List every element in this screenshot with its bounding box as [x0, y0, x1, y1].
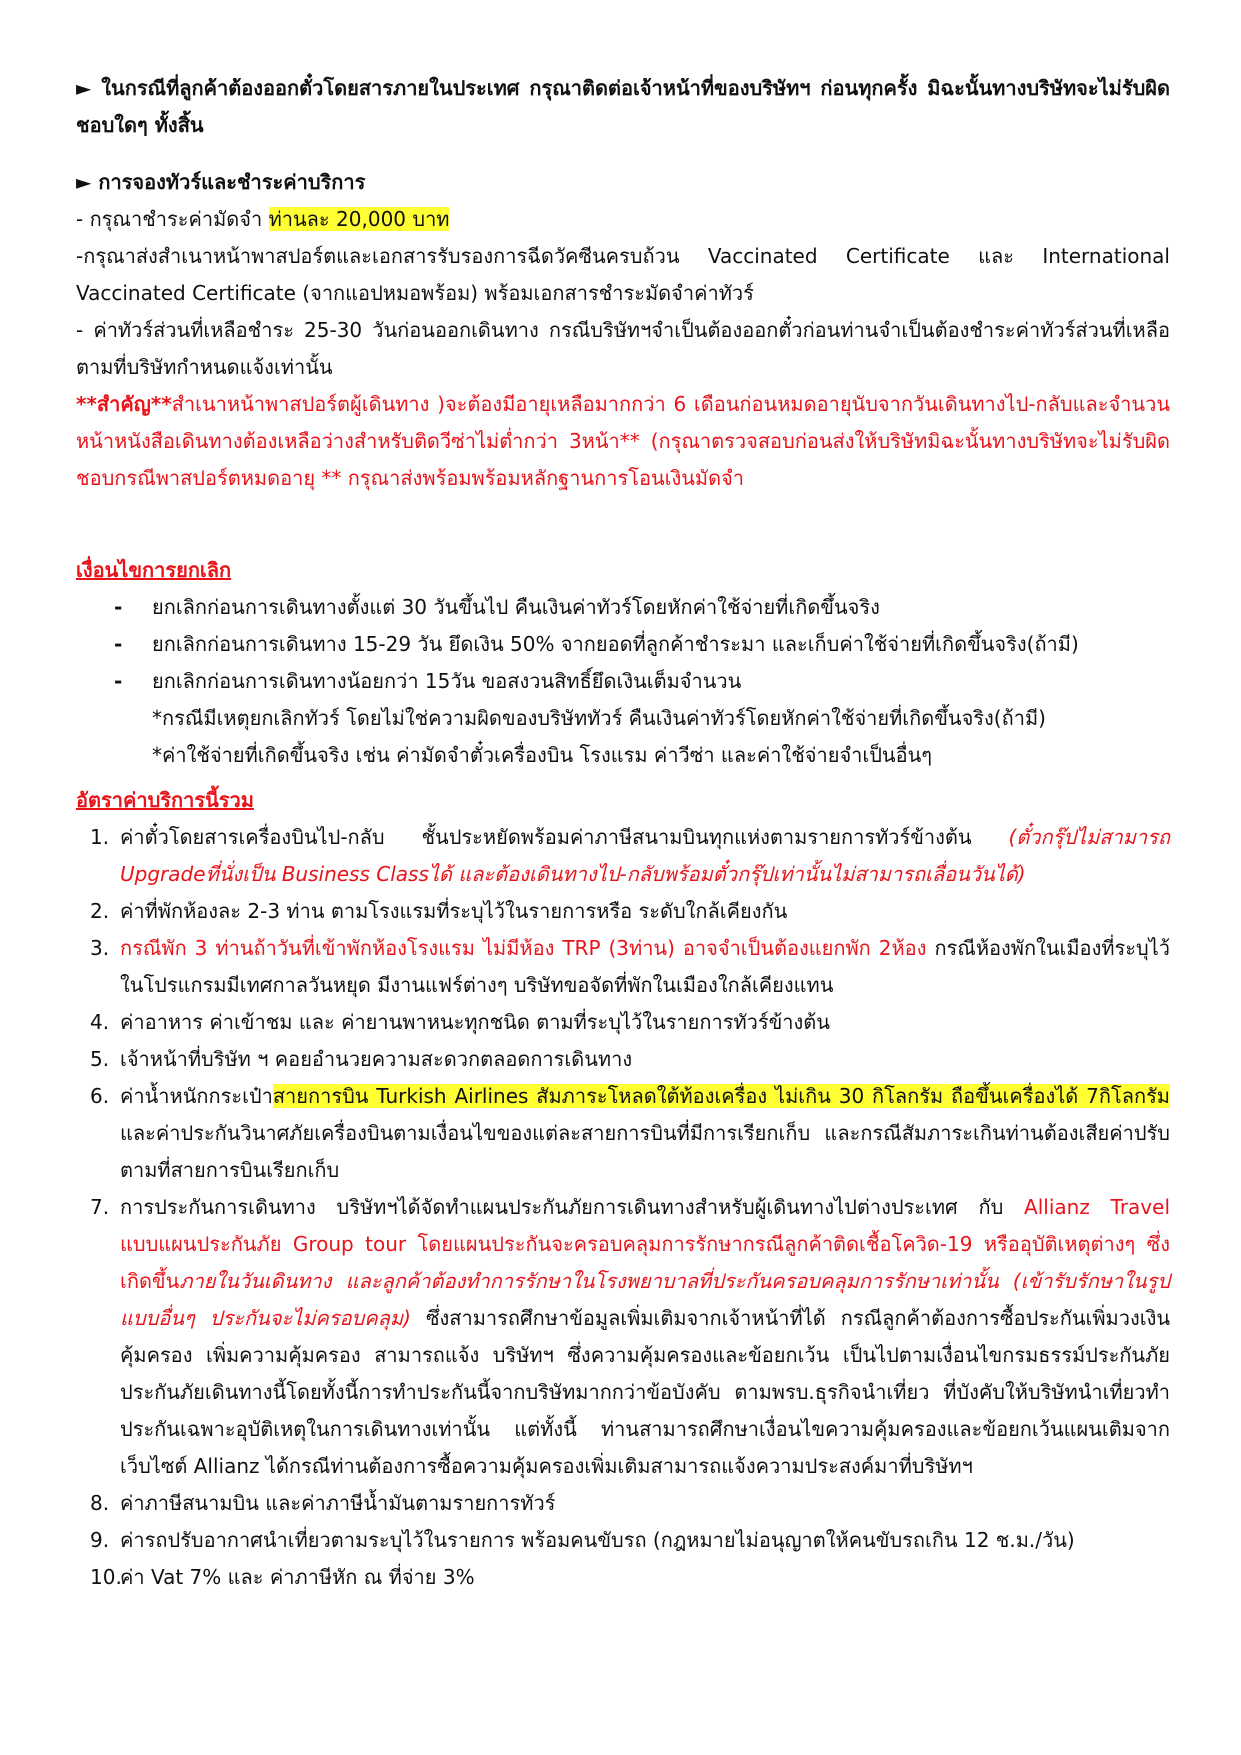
deposit-line	[76, 201, 1170, 238]
item-text: ค่ารถปรับอากาศนำเที่ยวตามระบุไว้ในรายการ พร้อมคนขับรถ (กฎหมายไม่อนุญาตให้คนขับรถเกิน 12 ช.ม./วัน)	[120, 1528, 1075, 1552]
included-item-5	[76, 1041, 1170, 1078]
item-text: ค่าภาษีสนามบิน และค่าภาษีน้ำมันตามรายการทัวร์	[120, 1491, 556, 1515]
item-text: ค่า Vat 7% และ ค่าภาษีหัก ณ ที่จ่าย 3%	[120, 1565, 475, 1589]
booking-heading: ► การจองทัวร์และชำระค่าบริการ	[76, 170, 366, 194]
cancellation-item	[114, 663, 1170, 700]
cancellation-text: ยกเลิกก่อนการเดินทางน้อยกว่า 15วัน ขอสงวนสิทธิ์ยึดเงินเต็มจำนวน	[152, 669, 742, 693]
documents-line: -กรุณาส่งสำเนาหน้าพาสปอร์ตและเอกสารรับรองการฉีดวัคซีนครบถ้วน Vaccinated Certificate และ International Vaccinated Certificate (จากแอปหมอพร้อม) พร้อมเอกสารชำระมัดจำค่าทัวร์	[76, 244, 1170, 305]
cancellation-note: *ค่าใช้จ่ายที่เกิดขึ้นจริง เช่น ค่ามัดจำตั๋วเครื่องบิน โรงแรม ค่าวีซ่า และค่าใช้จ่ายจำเป็นอื่นๆ	[152, 743, 933, 767]
baggage-highlight: สายการบิน Turkish Airlines สัมภาระโหลดใต้ท้องเครื่อง ไม่เกิน 30 กิโลกรัม ถือขึ้นเครื่องได้ 7กิโลกรัม	[272, 1084, 1170, 1108]
included-item-9	[76, 1522, 1170, 1559]
item-number: 4.	[90, 1010, 110, 1034]
included-heading: อัตราค่าบริการนี้รวม	[76, 788, 254, 812]
included-item-6	[76, 1078, 1170, 1189]
important-note	[76, 386, 1170, 497]
item-number: 1.	[90, 825, 110, 849]
item-red-italic-note: ภายในวันเดินทาง และลูกค้าต้องทำการรักษาในโรงพยาบาลที่ประกันครอบคลุมการรักษาเท่านั้น (เข้ารับรักษาในรูปแบบอื่นๆ ประกันจะไม่ครอบคลุม)	[120, 1269, 1170, 1330]
domestic-ticket-notice: ► ในกรณีที่ลูกค้าต้องออกตั๋วโดยสารภายในประเทศ กรุณาติดต่อเจ้าหน้าที่ของบริษัทฯ ก่อนทุกครั้ง มิฉะนั้นทางบริษัทจะไม่รับผิดชอบใดๆ ทั้งสิ้น	[76, 76, 1170, 137]
cancellation-text: ยกเลิกก่อนการเดินทางตั้งแต่ 30 วันขึ้นไป คืนเงินค่าทัวร์โดยหักค่าใช้จ่ายที่เกิดขึ้นจริง	[152, 595, 880, 619]
cancellation-list	[76, 589, 1170, 700]
item-text: ซึ่งสามารถศึกษาข้อมูลเพิ่มเติมจากเจ้าหน้าที่ได้ กรณีลูกค้าต้องการซื้อประกันเพิ่มวงเงินคุ้มครอง เพิ่มความคุ้มครอง สามารถแจ้ง บริษัทฯ ซึ่งความคุ้มครองและข้อยกเว้น เป็นไปตามเงื่อนไขกรมธรรม์ประกันภัย ประกันภัยเดินทางนี้โดยทั้งนี้การทำประกันนี้จากบริษัทมากกว่าข้อบังคับ ตามพรบ.ธุรกิจนำเที่ยว ที่บังคับให้บริษัทนำเที่ยวทำประกันเฉพาะอุบัติเหตุในการเดินทางเท่านั้น แต่ทั้งนี้ ท่านสามารถศึกษาเงื่อนไขความคุ้มครองและข้อยกเว้นแผนเติมจากเว็บไซต์ Allianz ได้กรณีท่านต้องการซื้อความคุ้มครองเพิ่มเติมสามารถแจ้งความประสงค์มาที่บริษัทฯ	[120, 1306, 1171, 1478]
item-number: 6.	[90, 1084, 110, 1108]
included-item-8	[76, 1485, 1170, 1522]
included-list	[76, 819, 1170, 1596]
item-text: และค่าประกันวินาศภัยเครื่องบินตามเงื่อนไขของแต่ละสายการบินที่มีการเรียกเก็บ และกรณีสัมภาระเกินท่านต้องเสียค่าปรับตามที่สายการบินเรียกเก็บ	[120, 1121, 1170, 1182]
item-text: การประกันการเดินทาง บริษัทฯได้จัดทำแผนประกันภัยการเดินทางสำหรับผู้เดินทางไปต่างประเทศ กับ	[120, 1195, 1025, 1219]
cancellation-item	[114, 626, 1170, 663]
document-page	[76, 70, 1170, 1596]
item-number: 5.	[90, 1047, 110, 1071]
item-text: ค่าที่พักห้องละ 2-3 ท่าน ตามโรงแรมที่ระบุไว้ในรายการหรือ ระดับใกล้เคียงกัน	[120, 899, 788, 923]
included-item-2	[76, 893, 1170, 930]
dash-bullet: -	[114, 669, 123, 693]
included-item-7	[76, 1189, 1170, 1485]
dash-bullet: -	[114, 632, 123, 656]
item-red-note: กรณีพัก 3 ท่านถ้าวันที่เข้าพักห้องโรงแรม ไม่มีห้อง TRP (3ท่าน) อาจจำเป็นต้องแยกพัก 2ห้อง	[120, 936, 927, 960]
included-item-4	[76, 1004, 1170, 1041]
cancellation-item	[114, 589, 1170, 626]
cancellation-text: ยกเลิกก่อนการเดินทาง 15-29 วัน ยึดเงิน 50% จากยอดที่ลูกค้าชำระมา และเก็บค่าใช้จ่ายที่เกิดขึ้นจริง(ถ้ามี)	[152, 632, 1079, 656]
item-number: 7.	[90, 1195, 110, 1219]
included-item-3	[76, 930, 1170, 1004]
item-number: 8.	[90, 1491, 110, 1515]
deposit-prefix: - กรุณาชำระค่ามัดจำ	[76, 207, 269, 231]
item-number: 9.	[90, 1528, 110, 1552]
item-red-note: Allianz Travel แบบแผนประกันภัย Group tour โดยแผนประกันจะครอบคลุมการรักษากรณีลูกค้าติดเชื้อโควิด-19 หรืออุบัติเหตุต่างๆ ซึ่งเกิดขึ้น	[120, 1195, 1171, 1293]
important-text: สำเนาหน้าพาสปอร์ตผู้เดินทาง )จะต้องมีอายุเหลือมากกว่า 6 เดือนก่อนหมดอายุนับจากวันเดินทางไป-กลับและจำนวนหน้าหนังสือเดินทางต้องเหลือว่างสำหรับติดวีซ่าไม่ต่ำกว่า 3หน้า** (กรุณาตรวจสอบก่อนส่งให้บริษัทมิฉะนั้นทางบริษัทจะไม่รับผิดชอบกรณีพาสปอร์ตหมดอายุ ** กรุณาส่งพร้อมพร้อมหลักฐานการโอนเงินมัดจำ	[76, 392, 1170, 490]
item-text: ค่าน้ำหนักกระเป๋า	[120, 1084, 273, 1108]
important-label: **สำคัญ**	[76, 392, 172, 416]
item-number: 3.	[90, 936, 110, 960]
item-text: กรณีห้องพักในเมืองที่ระบุไว้ในโปรแกรมมีเทศกาลวันหยุด มีงานแฟร์ต่างๆ บริษัทขอจัดที่พักในเมืองใกล้เคียงแทน	[120, 936, 1170, 997]
cancellation-note: *กรณีมีเหตุยกเลิกทัวร์ โดยไม่ใช่ความผิดของบริษัททัวร์ คืนเงินค่าทัวร์โดยหักค่าใช้จ่ายที่เกิดขึ้นจริง(ถ้ามี)	[152, 706, 1046, 730]
deposit-amount-highlight: ท่านละ 20,000 บาท	[268, 207, 450, 231]
balance-line: - ค่าทัวร์ส่วนที่เหลือชำระ 25-30 วันก่อนออกเดินทาง กรณีบริษัทฯจำเป็นต้องออกตั๋วก่อนท่านจำเป็นต้องชำระค่าทัวร์ส่วนที่เหลือตามที่บริษัทกำหนดแจ้งเท่านั้น	[76, 318, 1170, 379]
included-item-1	[76, 819, 1170, 893]
cancellation-heading: เงื่อนไขการยกเลิก	[76, 558, 232, 582]
dash-bullet: -	[114, 595, 123, 619]
item-text: ค่าตั๋วโดยสารเครื่องบินไป-กลับ ชั้นประหยัดพร้อมค่าภาษีสนามบินทุกแห่งตามรายการทัวร์ข้างต้น	[120, 825, 1009, 849]
included-item-10	[76, 1559, 1170, 1596]
item-text: ค่าอาหาร ค่าเข้าชม และ ค่ายานพาหนะทุกชนิด ตามที่ระบุไว้ในรายการทัวร์ข้างต้น	[120, 1010, 830, 1034]
item-text: เจ้าหน้าที่บริษัท ฯ คอยอำนวยความสะดวกตลอดการเดินทาง	[120, 1047, 633, 1071]
item-red-note: (ตั๋วกรุ๊ปไม่สามารถ Upgradeที่นั่งเป็น Business Classได้ และต้องเดินทางไป-กลับพร้อมตั๋วกรุ๊ปเท่านั้นไม่สามารถเลื่อนวันได้)	[120, 825, 1170, 886]
item-number: 2.	[90, 899, 110, 923]
item-number: 10.	[90, 1565, 122, 1589]
